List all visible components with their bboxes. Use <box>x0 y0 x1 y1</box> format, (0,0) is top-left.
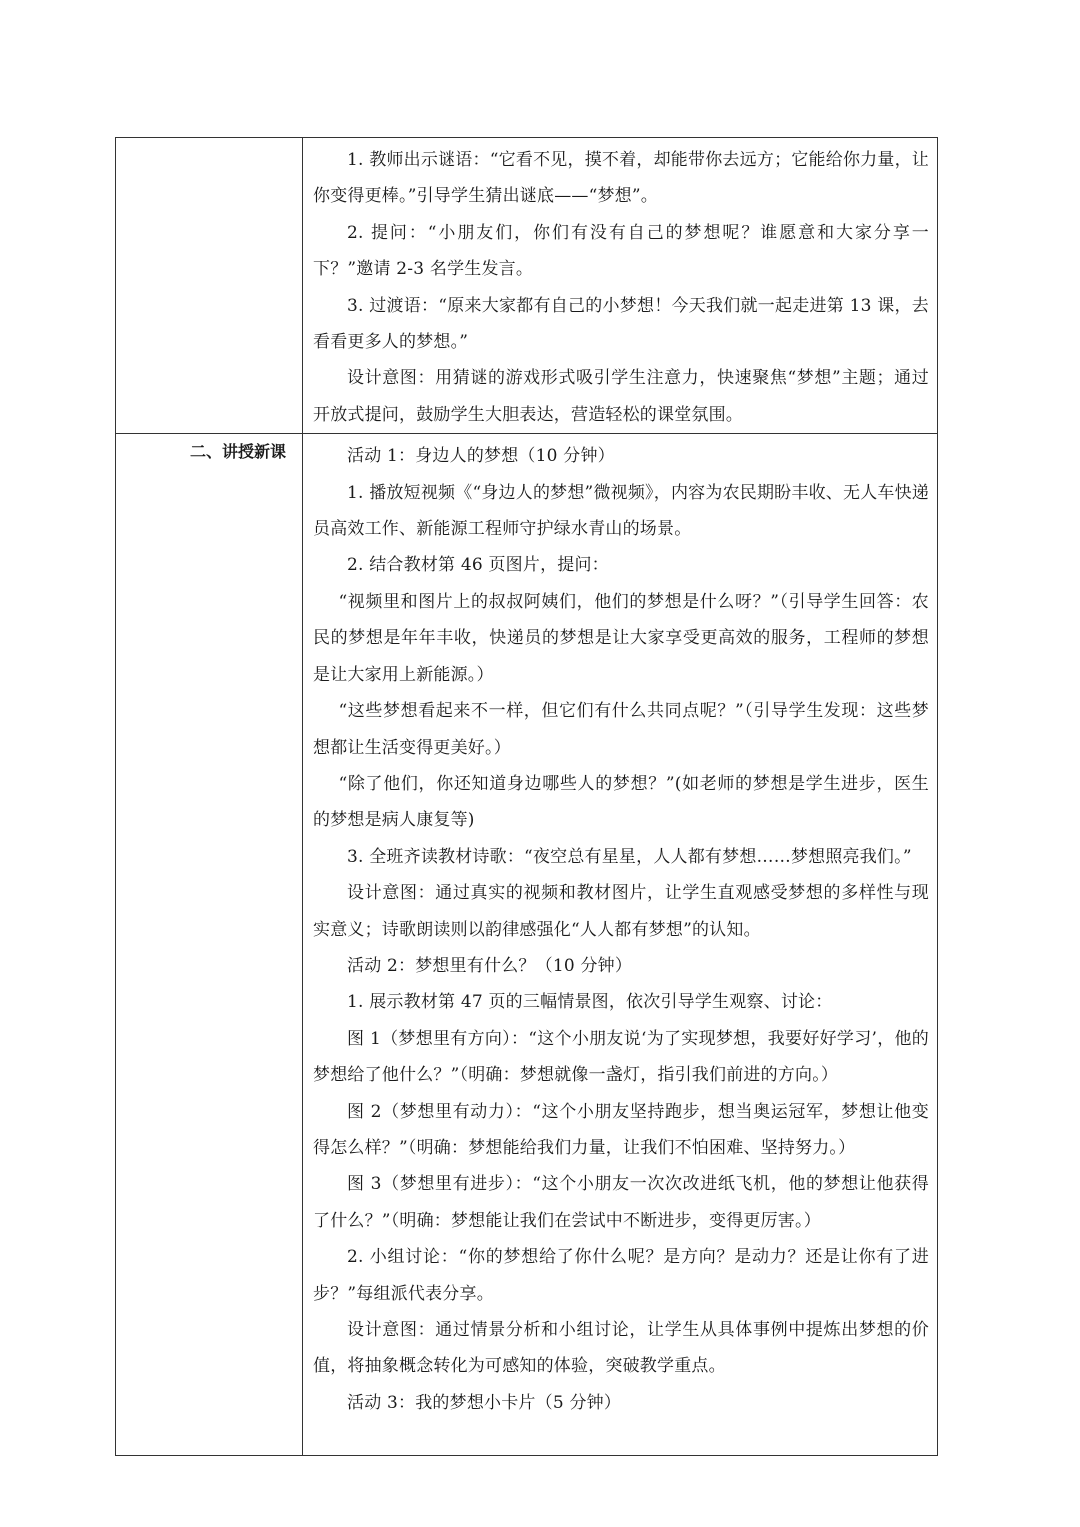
content-cell-new-lesson <box>303 434 938 1456</box>
section-label-new-lesson: 二、讲授新课 <box>116 434 303 1456</box>
section-label-cell <box>116 138 303 434</box>
paragraph: 设计意图：通过真实的视频和教材图片，让学生直观感受梦想的多样性与现实意义；诗歌朗读则以韵律感强化“人人都有梦想”的认知。 <box>313 883 929 940</box>
table-row <box>116 434 938 1456</box>
paragraph: 3. 过渡语：“原来大家都有自己的小梦想！今天我们就一起走进第 13 课，去看看更多人的梦想。” <box>313 295 929 353</box>
paragraph: 1. 教师出示谜语：“它看不见，摸不着，却能带你去远方；它能给你力量，让你变得更棒。”引导学生猜出谜底——“梦想”。 <box>313 150 929 207</box>
paragraph: 2. 提问：“小朋友们，你们有没有自己的梦想呢？谁愿意和大家分享一下？”邀请 2-3 名学生发言。 <box>313 222 929 280</box>
paragraph: “视频里和图片上的叔叔阿姨们，他们的梦想是什么呀？”（引导学生回答：农民的梦想是年年丰收，快递员的梦想是让大家享受更高效的服务，工程师的梦想是让大家用上新能源。） <box>313 591 929 685</box>
activity-heading: 活动 3：我的梦想小卡片（5 分钟） <box>347 1392 622 1413</box>
activity-heading: 活动 1：身边人的梦想（10 分钟） <box>347 446 615 467</box>
paragraph: 1. 展示教材第 47 页的三幅情景图，依次引导学生观察、讨论： <box>347 992 833 1013</box>
lesson-plan-table <box>115 137 938 1456</box>
paragraph: 1. 播放短视频《“身边人的梦想”微视频》，内容为农民期盼丰收、无人车快递员高效工作、新能源工程师守护绿水青山的场景。 <box>313 482 929 540</box>
paragraph: 图 3（梦想里有进步）：“这个小朋友一次次改进纸飞机，他的梦想让他获得了什么？”（明确：梦想能让我们在尝试中不断进步，变得更厉害。） <box>313 1174 929 1231</box>
paragraph: 设计意图：用猜谜的游戏形式吸引学生注意力，快速聚焦“梦想”主题；通过开放式提问，鼓励学生大胆表达，营造轻松的课堂氛围。 <box>313 368 929 425</box>
paragraph: “这些梦想看起来不一样，但它们有什么共同点呢？”（引导学生发现：这些梦想都让生活变得更美好。） <box>313 701 929 758</box>
table-row <box>116 138 938 434</box>
paragraph: “除了他们，你还知道身边哪些人的梦想？”(如老师的梦想是学生进步，医生的梦想是病人康复等) <box>313 773 929 831</box>
content-cell-intro <box>303 138 938 434</box>
paragraph: 3. 全班齐读教材诗歌：“夜空总有星星，人人都有梦想……梦想照亮我们。” <box>347 846 912 867</box>
paragraph: 图 1（梦想里有方向）：“这个小朋友说‘为了实现梦想，我要好好学习’，他的梦想给了他什么？”（明确：梦想就像一盏灯，指引我们前进的方向。） <box>313 1028 929 1086</box>
paragraph: 图 2（梦想里有动力）：“这个小朋友坚持跑步，想当奥运冠军，梦想让他变得怎么样？”（明确：梦想能给我们力量，让我们不怕困难、坚持努力。） <box>313 1101 929 1158</box>
paragraph: 设计意图：通过情景分析和小组讨论，让学生从具体事例中提炼出梦想的价值，将抽象概念转化为可感知的体验，突破教学重点。 <box>313 1320 929 1377</box>
paragraph: 2. 小组讨论：“你的梦想给了你什么呢？是方向？是动力？还是让你有了进步？”每组派代表分享。 <box>313 1247 929 1304</box>
activity-heading: 活动 2：梦想里有什么？（10 分钟） <box>347 955 633 976</box>
paragraph: 2. 结合教材第 46 页图片，提问： <box>347 555 609 576</box>
